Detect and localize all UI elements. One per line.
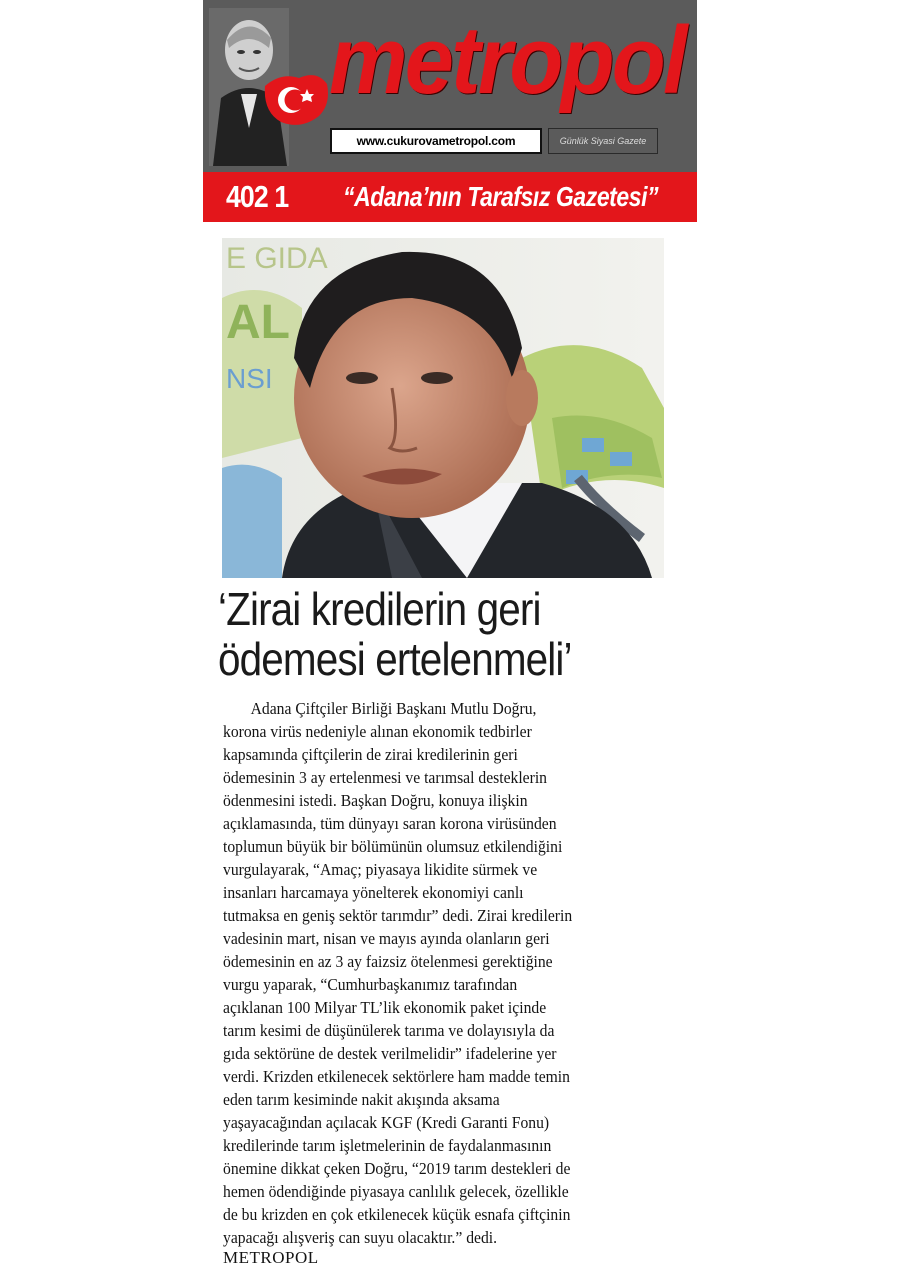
article-photo — [222, 238, 664, 578]
body-line: önemine dikkat çeken Doğru, “2019 tarım destekleri de — [223, 1159, 571, 1178]
body-line: açıklamasında, tüm dünyayı saran korona virüsünden — [223, 814, 557, 833]
body-line: ödemesinin 3 ay ertelenmesi ve tarımsal desteklerin — [223, 768, 547, 787]
body-line: Adana Çiftçiler Birliği Başkanı Mutlu Doğru, — [250, 699, 537, 718]
body-line: kapsamında çiftçilerin de zirai kredilerinin geri — [223, 745, 518, 764]
newspaper-slogan: “Adana’nın Tarafsız Gazetesi” — [343, 181, 659, 212]
turkish-flag-map-icon — [261, 64, 331, 134]
man-portrait-photo — [222, 238, 664, 578]
newspaper-masthead — [203, 0, 697, 222]
body-line: tutmaksa en geniş sektör tarımdır” dedi. Zirai kredilerin — [223, 906, 573, 925]
website-url: www.cukurovametropol.com — [356, 134, 516, 148]
svg-text:AL: AL — [226, 296, 290, 349]
body-line: açıklanan 100 Milyar TL’lik ekonomik paket içinde — [223, 998, 547, 1017]
body-line: kredilerinde tarım işletmelerinin de faydalanmasının — [223, 1136, 552, 1155]
body-line: yapacağı alışveriş can suyu olacaktır.” dedi. — [223, 1228, 498, 1247]
website-url-box — [330, 128, 542, 154]
body-line: vadesinin mart, nisan ve mayıs ayında olanların geri — [223, 929, 550, 948]
article-signature: METROPOL — [223, 1248, 319, 1267]
body-line: korona virüs nedeniyle alınan ekonomik tedbirler — [223, 722, 532, 741]
headline-line: ödemesi ertelenmeli’ — [218, 633, 572, 685]
headline-line: ‘Zirai kredilerin geri — [218, 583, 541, 635]
svg-text:E GIDA: E GIDA — [226, 242, 328, 275]
article-headline — [218, 584, 623, 684]
body-line: yaşayacağından açılacak KGF (Kredi Garanti Fonu) — [223, 1113, 550, 1132]
body-line: verdi. Krizden etkilenecek sektörlere ham madde temin — [223, 1067, 570, 1086]
body-line: eden tarım kesiminde nakit akışında aksama — [223, 1090, 500, 1109]
body-line: de bu krizden en çok etkilenecek küçük esnafa çiftçinin — [223, 1205, 571, 1224]
phone-number: 402 1 — [225, 179, 289, 214]
body-line: ödemesinin en az 3 ay faizsiz ötelenmesi gerektiğine — [223, 952, 553, 971]
body-line: ödenmesini istedi. Başkan Doğru, konuya ilişkin — [223, 791, 528, 810]
body-line: insanları harcamaya yönelterek ekonomiyi canlı — [223, 883, 524, 902]
body-line: tarım kesimi de düşünülerek tarıma ve dolayısıyla da — [223, 1021, 555, 1040]
newspaper-logo: metropol — [329, 7, 685, 114]
svg-text:NSI: NSI — [226, 363, 273, 394]
article-body — [223, 697, 663, 1249]
body-line: hemen ödendiğinde piyasaya canlılık gelecek, özellikle — [223, 1182, 569, 1201]
body-line: vurgu yaparak, “Cumhurbaşkanımız tarafından — [223, 975, 518, 994]
body-line: toplumun büyük bir bölümünün olumsuz etkilendiğini — [223, 837, 563, 856]
body-line: gıda sektörüne de destek verilmelidir” ifadelerine yer — [223, 1044, 557, 1063]
tagline-small: Günlük Siyasi Gazete — [548, 128, 658, 154]
body-line: vurgulayarak, “Amaç; piyasaya likidite sürmek ve — [223, 860, 538, 879]
